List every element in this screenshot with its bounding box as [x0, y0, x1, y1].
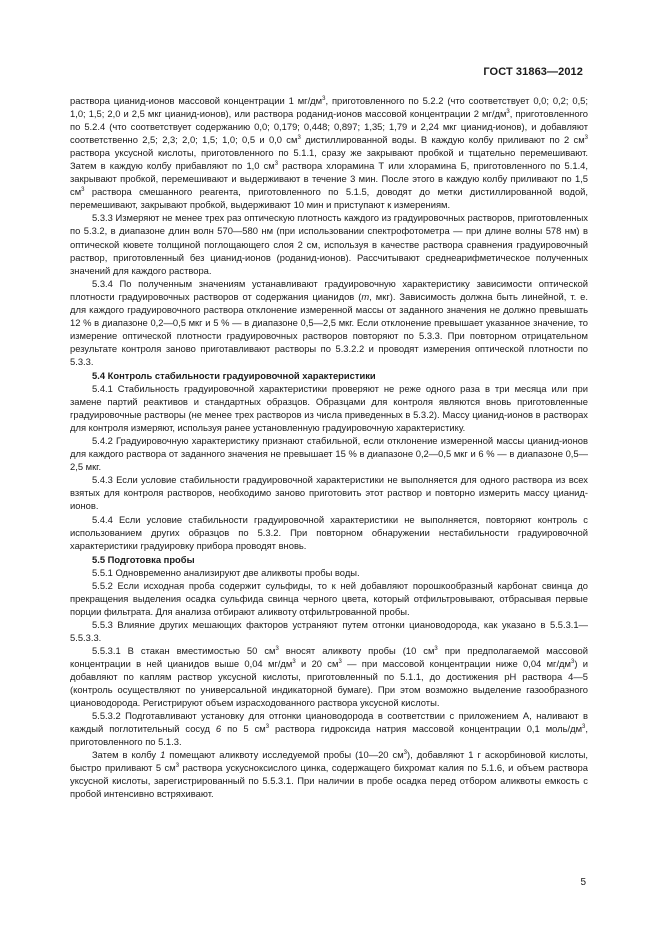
paragraph-5-5-3-2: 5.5.3.2 Подготавливают установку для отгонки циановодорода в соответствии с приложением А, наливают в каждый поглотительный сосуд 6 по 5 $см^3$ раствора гидроксида натрия массовой концентрации 0,1 моль/$дм^3$, приготовленного по 5.1.3. — [70, 710, 588, 748]
paragraph-5-4-4: 5.4.4 Если условие стабильности градуировочной характеристики не выполняется, повторяют контроль с использованием других образцов по 5.3.2. При повторном обнаружении нестабильности градуировочной характеристики градуировку прибора проводят вновь. — [70, 513, 588, 551]
section-heading-5-5: 5.5 Подготовка пробы — [92, 553, 195, 565]
standard-number: ГОСТ 31863—2012 — [483, 66, 583, 78]
paragraph-calibration-solutions: раствора цианид-ионов массовой концентрации 1 $мг/дм^3$, приготовленного по 5.2.2 (что соответствует 0,0; 0,2; 0,5; 1,0; 1,5; 2,0 и 2,5 мкг цианид-ионов), или раствора роданид-ионов массовой концентрации 2 $мг/дм^3$, приготовленного по 5.2.4 (что соответствует содержанию 0,0; 0,179; 0,448; 0,897; 1,35; 1,79 и 2,24 мкг цианид-ионов), и добавляют соответственно 2,5; 2,3; 2,0; 1,5; 1,0; 0,5 и 0,0 $см^3$ дистиллированной воды. В каждую колбу приливают по 2 $см^3$ раствора уксусной кислоты, приготовленного по 5.1.1, сразу же закрывают пробкой и тщательно перемешивают. Затем в каждую колбу прибавляют по 1,0 $см^3$ раствора хлорамина Т или хлорамина Б, приготовленного по 5.1.4, закрывают пробкой, перемешивают и выдерживают в течение 3 мин. После этого в каждую колбу приливают по 1,5 $см^3$ раствора смешанного реагента, приготовленного по 5.1.5, доводят до метки дистиллированной водой, перемешивают, закрывают пробкой, выдерживают 10 мин и приступают к измерениям. — [70, 95, 588, 211]
page-number: 5 — [580, 877, 586, 888]
paragraph-5-5-1: 5.5.1 Одновременно анализируют две аликвоты пробы воды. — [92, 566, 360, 578]
section-heading-5-4: 5.4 Контроль стабильности градуировочной характеристики — [92, 369, 376, 381]
paragraph-5-5-2: 5.5.2 Если исходная проба содержит сульфиды, то к ней добавляют порошкообразный карбонат свинца до прекращения выделения осадка сульфида свинца черного цвета, который отфильтровывают, отбрасывая первые порции фильтрата. Для анализа отбирают аликвоту отфильтрованной пробы. — [70, 579, 588, 617]
paragraph-5-4-1: 5.4.1 Стабильность градуировочной характеристики проверяют не реже одного раза в три месяца или при замене партий реактивов и стандартных образцов. Образцами для контроля являются вновь приготовленные градуировочные растворы (не менее трех растворов из числа приведенных в 5.3.2). Массу цианид-ионов в растворах для контроля измеряют, используя ранее установленную градуировочную характеристику. — [70, 383, 588, 434]
paragraph-5-4-2: 5.4.2 Градуировочную характеристику признают стабильной, если отклонение измеренной массы цианид-ионов для каждого раствора от заданного значения не превышает 15 % в диапазоне 0,2—0,5 мкг и 6 % — в диапазоне 0,5—2,5 мкг. — [70, 435, 588, 473]
paragraph-5-4-3: 5.4.3 Если условие стабильности градуировочной характеристики не выполняется для одного раствора из всех взятых для контроля растворов, необходимо заново приготовить этот раствор и повторно измерить массу цианид-ионов. — [70, 474, 588, 512]
paragraph-5-5-3-1: 5.5.3.1 В стакан вместимостью 50 $см^3$ вносят аликвоту пробы (10 $см^3$ при предполагаемой массовой концентрации в ней цианидов выше 0,04 $мг/дм^3$ и 20 $см^3$ — при массовой концентрации ниже 0,04 $мг/дм^3$) и добавляют по каплям раствор уксусной кислоты, приготовленный по 5.1.1, до достижения pH раствора 4—5 (контроль осуществляют по универсальной индикаторной бумаге). При этом возможно выделение газообразного циановодорода. Регистрируют объем израсходованного раствора уксусной кислоты. — [70, 644, 588, 709]
paragraph-5-3-4: 5.3.4 По полученным значениям устанавливают градуировочную характеристику зависимости оптической плотности градуировочных растворов от содержания цианидов (m, мкг). Зависимость должна быть линейной, т. е. для каждого градуировочного раствора отклонение измеренной массы от заданного значения не должно превышать 12 % в диапазоне 0,2—0,5 мкг и 5 % — в диапазоне 0,5—2,5 мкг. Если отклонение превышает указанное значение, то измерение оптической плотности градуировочных растворов повторяют по 5.3.3. При повторном отрицательном результате контроля заново приготавливают растворы по 5.3.2.2 и проводят измерения оптической плотности по 5.3.3. — [70, 277, 589, 367]
paragraph-5-3-3: 5.3.3 Измеряют не менее трех раз оптическую плотность каждого из градуировочных растворов, приготовленных по 5.3.2, в диапазоне длин волн 570—580 нм (при использовании спектрофотометра — при длине волны 578 нм) в оптической кювете толщиной поглощающего слоя 2 см, используя в качестве раствора сравнения градуировочный раствор, приготовленный без цианид-ионов (роданид-ионов). Рассчитывают среднеарифметическое полученных значений для каждого раствора. — [70, 212, 588, 276]
document-body — [70, 94, 588, 801]
paragraph-distillation-step: Затем в колбу 1 помещают аликвоту исследуемой пробы (10—20 $см^3$), добавляют 1 г аскорбиновой кислоты, быстро приливают 5 $см^3$ раствора ускусноксислого цинка, содержащего бихромат калия по 5.1.6, и объем раствора уксусной кислоты, зарегистрированный по 5.5.3.1. При наличии в пробе осадка перед отбором аликвоты емкость с пробой интенсивно встряхивают. — [70, 749, 588, 800]
document-header — [483, 66, 583, 78]
paragraph-5-5-3: 5.5.3 Влияние других мешающих факторов устраняют путем отгонки циановодорода, как указано в 5.5.3.1—5.5.3.3. — [70, 618, 588, 643]
